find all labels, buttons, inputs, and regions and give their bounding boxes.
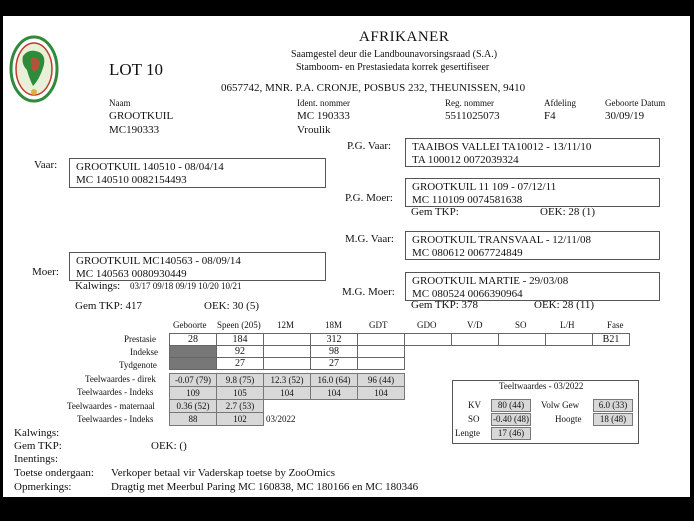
mg-moer-line2: MC 080524 0066390964 — [412, 288, 523, 300]
mg-vaar-line2: MC 080612 0067724849 — [412, 247, 523, 259]
grid-cell-shaded — [170, 358, 217, 370]
grid-row-indekse — [170, 346, 630, 358]
mg-gem-tkp: Gem TKP: 378 — [411, 299, 479, 311]
grid-header: GDO — [417, 320, 437, 330]
grid-cell — [546, 334, 593, 346]
grid-header: 18M — [325, 320, 343, 330]
tw-label: Teelwaardes - Indeks — [77, 387, 154, 397]
tw-label: Teelwaardes - maternaal — [67, 401, 155, 411]
grid-cell: 92 — [217, 346, 264, 358]
teeltwaardes-box — [452, 380, 639, 444]
label-afdeling: Afdeling — [544, 98, 576, 108]
grid-header: 12M — [277, 320, 295, 330]
tw-cell: -0.07 (79) — [170, 374, 217, 387]
grid-row-prestasie — [170, 334, 630, 346]
tw2-so-label: SO — [468, 414, 480, 424]
grid-header: Fase — [607, 320, 624, 330]
performance-grid — [169, 333, 630, 370]
animal-code: MC190333 — [109, 124, 160, 136]
grid-cell: 27 — [311, 358, 358, 370]
grid-header: GDT — [369, 320, 388, 330]
grid-cell — [264, 346, 311, 358]
footer-toetse-label: Toetse ondergaan: — [14, 467, 94, 479]
lot-number: LOT 10 — [109, 60, 163, 79]
grid-header: V/D — [467, 320, 483, 330]
row-label: Tydgenote — [119, 360, 157, 370]
grid-header: Geboorte — [173, 320, 207, 330]
animal-reg: 5511025073 — [445, 110, 500, 122]
catalogue-page — [3, 16, 690, 497]
footer-opmerkings-label: Opmerkings: — [14, 481, 72, 493]
animal-name: GROOTKUIL — [109, 110, 174, 122]
moer-oek: OEK: 30 (5) — [204, 300, 259, 312]
mg-oek: OEK: 28 (11) — [534, 299, 595, 311]
vaar-label: Vaar: — [34, 159, 58, 171]
footer-gem-tkp: Gem TKP: — [14, 440, 62, 452]
grid-cell: 28 — [170, 334, 217, 346]
mg-moer-line1: GROOTKUIL MARTIE - 29/03/08 — [412, 275, 569, 287]
footer-toetse: Verkoper betaal vir Vaderskap toetse by ZooOmics — [111, 467, 336, 479]
label-naam: Naam — [109, 98, 131, 108]
pg-vaar-box — [405, 138, 660, 167]
tw-date: 03/2022 — [266, 414, 296, 424]
breeder-line: 0657742, MNR. P.A. CRONJE, POSBUS 232, THEUNISSEN, 9410 — [221, 82, 526, 94]
pg-moer-line2: MC 110109 0074581638 — [412, 194, 523, 206]
vaar-box — [69, 158, 326, 188]
grid-cell-shaded — [170, 346, 217, 358]
tw2-lengte-label: Lengte — [455, 428, 480, 438]
tw-cell: 9.8 (75) — [217, 374, 264, 387]
moer-box — [69, 252, 326, 281]
grid-header: L/H — [560, 320, 575, 330]
tw2-hoogte: 18 (48) — [593, 413, 633, 426]
tw-cell: 104 — [264, 387, 311, 400]
tw-cell: 104 — [358, 387, 405, 400]
tw-label: Teelwaardes - direk — [85, 374, 156, 384]
grid-cell — [264, 358, 311, 370]
label-geboorte: Geboorte Datum — [605, 98, 666, 108]
moer-line2: MC 140563 0080930449 — [76, 268, 187, 280]
moer-kalwings-dates: 03/17 09/18 09/19 10/20 10/21 — [130, 281, 242, 291]
grid-header: Speen (205) — [217, 320, 261, 330]
pg-vaar-label: P.G. Vaar: — [347, 140, 392, 152]
subtitle-1: Saamgestel deur die Landbounavorsingsraad (S.A.) — [291, 49, 498, 60]
tw2-kv: 80 (44) — [491, 399, 531, 412]
vaar-line2: MC 140510 0082154493 — [76, 174, 187, 186]
animal-sex: Vroulik — [297, 124, 331, 136]
tw2-lengte: 17 (46) — [491, 427, 531, 440]
subtitle-2: Stamboom- en Prestasiedata korrek gesertifiseer — [296, 62, 490, 73]
page-title: AFRIKANER — [359, 29, 450, 45]
grid-cell — [499, 334, 546, 346]
pg-vaar-line2: TA 100012 0072039324 — [412, 154, 519, 166]
tw-cell: 102 — [217, 413, 264, 426]
animal-ident: MC 190333 — [297, 110, 350, 122]
mg-vaar-line1: GROOTKUIL TRANSVAAL - 12/11/08 — [412, 234, 591, 246]
tw-cell: 88 — [170, 413, 217, 426]
grid-cell — [452, 334, 499, 346]
label-reg: Reg. nommer — [445, 98, 494, 108]
tw-label: Teelwaardes - Indeks — [77, 414, 154, 424]
grid-cell — [358, 346, 405, 358]
pg-gem-tkp: Gem TKP: — [411, 206, 459, 218]
row-label: Prestasie — [124, 334, 156, 344]
grid-cell — [358, 358, 405, 370]
moer-kalwings-label: Kalwings: — [75, 280, 121, 292]
tw2-volw: 6.0 (33) — [593, 399, 633, 412]
pg-vaar-line1: TAAIBOS VALLEI TA10012 - 13/11/10 — [412, 141, 592, 153]
animal-afdeling: F4 — [544, 110, 556, 122]
grid-cell — [358, 334, 405, 346]
afrikaner-logo-icon — [9, 34, 59, 104]
tw-cell: 2.7 (53) — [217, 400, 264, 413]
tw-cell: 96 (44) — [358, 374, 405, 387]
pg-oek: OEK: 28 (1) — [540, 206, 595, 218]
footer-oek: OEK: () — [151, 440, 187, 452]
grid-header: SO — [515, 320, 527, 330]
tw2-so: -0.40 (48) — [493, 414, 529, 424]
moer-line1: GROOTKUIL MC140563 - 08/09/14 — [76, 255, 241, 267]
footer-inentings: Inentings: — [14, 453, 58, 465]
animal-dob: 30/09/19 — [605, 110, 645, 122]
tw-cell: 109 — [170, 387, 217, 400]
grid-cell: 98 — [311, 346, 358, 358]
moer-label: Moer: — [32, 266, 59, 278]
row-label: Indekse — [130, 347, 158, 357]
tw-cell: 104 — [311, 387, 358, 400]
tw-cell: 0.36 (52) — [170, 400, 217, 413]
footer-kalwings: Kalwings: — [14, 427, 60, 439]
teelwaardes-table — [169, 373, 405, 426]
label-ident: Ident. nommer — [297, 98, 350, 108]
grid-cell — [405, 334, 452, 346]
grid-row-tydgenote — [170, 358, 630, 370]
tw2-hoogte-label: Hoogte — [555, 414, 582, 424]
tw-cell: 105 — [217, 387, 264, 400]
footer-opmerkings: Dragtig met Meerbul Paring MC 160838, MC 180166 en MC 180346 — [111, 481, 419, 493]
grid-cell — [264, 334, 311, 346]
grid-cell: 184 — [217, 334, 264, 346]
grid-cell: 27 — [217, 358, 264, 370]
grid-cell: B21 — [593, 334, 630, 346]
tw-cell: 16.0 (64) — [311, 374, 358, 387]
tw2-title: Teeltwaardes - 03/2022 — [499, 381, 584, 391]
tw2-kv-label: KV — [468, 400, 481, 410]
pg-moer-box — [405, 178, 660, 207]
pg-moer-label: P.G. Moer: — [345, 192, 393, 204]
tw2-volw-label: Volw Gew — [541, 400, 580, 410]
tw-cell: 12.3 (52) — [264, 374, 311, 387]
grid-cell: 312 — [311, 334, 358, 346]
moer-gem-tkp: Gem TKP: 417 — [75, 300, 143, 312]
pg-moer-line1: GROOTKUIL 11 109 - 07/12/11 — [412, 181, 557, 193]
vaar-line1: GROOTKUIL 140510 - 08/04/14 — [76, 161, 224, 173]
mg-vaar-box — [405, 231, 660, 260]
mg-vaar-label: M.G. Vaar: — [345, 233, 394, 245]
mg-moer-label: M.G. Moer: — [342, 286, 395, 298]
mg-moer-box — [405, 272, 660, 301]
